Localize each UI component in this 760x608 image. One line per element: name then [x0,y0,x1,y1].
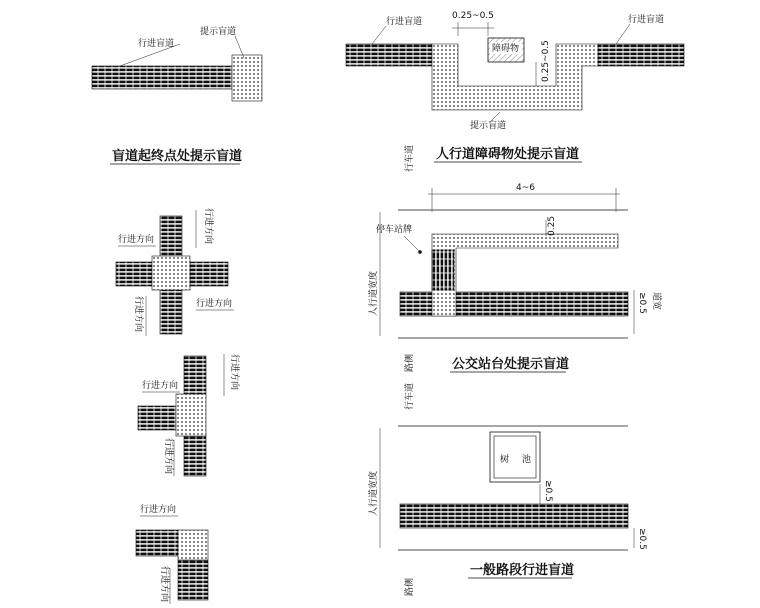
label-forward-paving: 行进盲道 [138,39,175,49]
diagram-t-junction [138,354,241,476]
dim-side: 0.25~0.5 [541,40,551,82]
dim-side: 0.25 [547,215,557,236]
label-obstacle: 障碍物 [492,44,520,54]
dir-label-bottom: 行进方向 [163,438,173,475]
forward-paving-left [346,44,432,66]
dir-label-bottom: 行进方向 [133,296,143,333]
dim-top: 0.25~0.5 [452,11,494,21]
label-forward-left: 行进盲道 [386,17,423,27]
dim-bottom: ≥0.5 [637,292,647,314]
label-warning-paving: 提示盲道 [200,27,237,37]
dir-label-top: 行进方向 [140,505,177,515]
dim-mid: ≥0.5 [543,480,553,502]
warning-paving-corner [178,530,208,560]
sidewalk-width: 人行道宽度 [369,270,379,316]
dir-label-bottom: 行进方向 [159,566,169,603]
width-word: 道宽 [651,292,661,311]
label-forward-right: 行进盲道 [628,15,665,25]
tree-pit [490,432,540,482]
diagram-obstacle [346,11,684,162]
diagram-general [367,383,647,596]
dim-bottom: ≥0.5 [637,528,647,550]
dir-label-right: 行进方向 [229,354,239,391]
diagram-start-end [92,25,262,164]
traffic-lane: 行车道 [405,382,415,410]
warning-paving-t [176,394,206,436]
curb: 路侧 [405,353,415,372]
tree-pit-right: 池 [522,455,532,465]
forward-paving-strip [92,66,232,89]
forward-paving-general [400,504,628,528]
title-general: 一般路段行进盲道 [470,563,575,578]
title-bus-stop: 公交站台处提示盲道 [452,357,570,372]
tree-pit-left: 树 [500,455,510,465]
bus-stop-sign: 停车站牌 [376,225,413,235]
diagram-cross [116,208,234,336]
dir-label-left: 行进方向 [118,235,155,245]
warning-paving-center [152,256,190,290]
dir-label-right: 行进方向 [196,299,233,309]
title-start-end: 盲道起终点处提示盲道 [112,149,243,164]
label-warning: 提示盲道 [470,121,507,131]
traffic-lane: 行车道 [405,144,415,172]
warning-paving-block [232,55,262,101]
sidewalk-width: 人行道宽度 [369,470,379,516]
title-obstacle: 人行道障碍物处提示盲道 [436,147,580,162]
diagram-bus-stop [367,145,663,372]
dim-top: 4~6 [516,183,535,193]
forward-paving-right [598,44,684,66]
diagram-l-corner [136,503,208,604]
dir-label-top: 行进方向 [203,208,213,245]
dir-label-top: 行进方向 [142,381,179,391]
curb: 路侧 [405,577,415,596]
